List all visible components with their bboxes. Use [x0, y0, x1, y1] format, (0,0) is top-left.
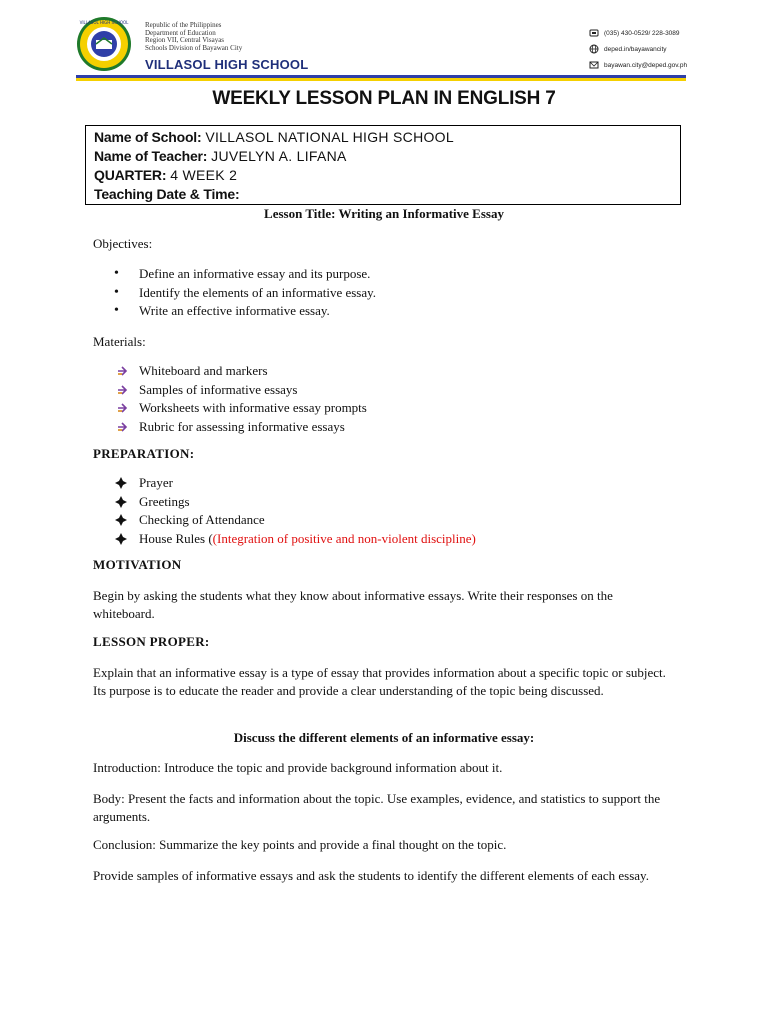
header-line: Region VII, Central Visayas — [145, 36, 225, 45]
teacher-row — [94, 147, 672, 166]
document-title: WEEKLY LESSON PLAN IN ENGLISH 7 — [212, 88, 556, 109]
preparation-list — [114, 474, 694, 548]
school-row — [94, 128, 672, 147]
logo-ring-text: VILLASOL HIGH SCHOOL — [79, 20, 129, 25]
quarter-row — [94, 166, 672, 185]
list-item: Samples of informative essays — [114, 381, 674, 400]
quarter-label: QUARTER: — [94, 167, 167, 183]
motivation-heading: MOTIVATION — [93, 557, 182, 572]
school-logo — [76, 16, 132, 72]
globe-icon — [589, 44, 599, 54]
envelope-icon — [589, 60, 599, 70]
list-item: • Identify the elements of an informative essay. — [114, 284, 674, 303]
body-text: Body: Present the facts and information about the topic. Use examples, evidence, and statistics to support the arguments. — [93, 791, 661, 824]
contact-email: bayawan.city@deped.gov.ph — [589, 60, 687, 70]
arrow-bullet-icon — [116, 421, 128, 433]
list-item: Greetings — [114, 493, 694, 512]
diamond-bullet-icon — [115, 477, 127, 489]
teacher-value: JUVELYN A. LIFANA — [211, 148, 347, 164]
list-item: Whiteboard and markers — [114, 362, 674, 381]
list-item: Worksheets with informative essay prompts — [114, 399, 674, 418]
quarter-value: 4 WEEK 2 — [170, 167, 238, 183]
header-text — [145, 22, 242, 52]
elements-subheading: Discuss the different elements of an informative essay: — [233, 730, 535, 745]
teacher-label: Name of Teacher: — [94, 148, 208, 164]
contact-phone: (035) 430-0529/ 228-3089 — [589, 28, 680, 38]
diamond-bullet-icon — [115, 533, 127, 545]
objectives-list — [114, 265, 674, 321]
list-item: Rubric for assessing informative essays — [114, 418, 674, 437]
date-label: Teaching Date & Time: — [94, 186, 240, 202]
info-box — [85, 125, 681, 205]
header-line: Department of Education — [145, 28, 216, 37]
list-item: Checking of Attendance — [114, 511, 694, 530]
list-item: • Define an informative essay and its purpose. — [114, 265, 674, 284]
phone-icon — [589, 28, 599, 38]
provide-samples-text: Provide samples of informative essays and ask the students to identify the different elements of each essay. — [93, 868, 649, 883]
diamond-bullet-icon — [115, 514, 127, 526]
materials-heading: Materials: — [93, 334, 146, 349]
list-item — [114, 530, 694, 549]
lesson-proper-text: Explain that an informative essay is a type of essay that provides information about a specific topic or subject. Its purpose is to educate the reader and provide a clear understanding of the topic being discussed. — [93, 665, 666, 698]
arrow-bullet-icon — [116, 365, 128, 377]
school-label: Name of School: — [94, 129, 202, 145]
materials-list — [114, 362, 674, 436]
header-divider-yellow — [76, 78, 686, 81]
school-name: VILLASOL HIGH SCHOOL — [145, 57, 309, 72]
header-line: Republic of the Philippines — [145, 21, 222, 29]
arrow-bullet-icon — [116, 384, 128, 396]
list-item: • Write an effective informative essay. — [114, 302, 674, 321]
house-rules-label: House Rules ( — [139, 530, 213, 546]
contact-web: deped.in/bayawancity — [589, 44, 667, 54]
motivation-text: Begin by asking the students what they know about informative essays. Write their responses on the whiteboard. — [93, 588, 613, 621]
introduction-text: Introduction: Introduce the topic and provide background information about it. — [93, 760, 503, 775]
school-value: VILLASOL NATIONAL HIGH SCHOOL — [205, 129, 454, 145]
arrow-bullet-icon — [116, 402, 128, 414]
lesson-title: Lesson Title: Writing an Informative Essay — [264, 206, 504, 221]
objectives-heading: Objectives: — [93, 236, 153, 251]
date-row — [94, 185, 672, 204]
lesson-proper-heading: LESSON PROPER: — [93, 634, 210, 649]
header-line: Schools Division of Bayawan City — [145, 43, 243, 52]
diamond-bullet-icon — [115, 496, 127, 508]
house-rules-note: (Integration of positive and non-violent discipline) — [212, 530, 476, 546]
conclusion-text: Conclusion: Summarize the key points and provide a final thought on the topic. — [93, 837, 507, 852]
list-item: Prayer — [114, 474, 694, 493]
preparation-heading: PREPARATION: — [93, 446, 195, 461]
